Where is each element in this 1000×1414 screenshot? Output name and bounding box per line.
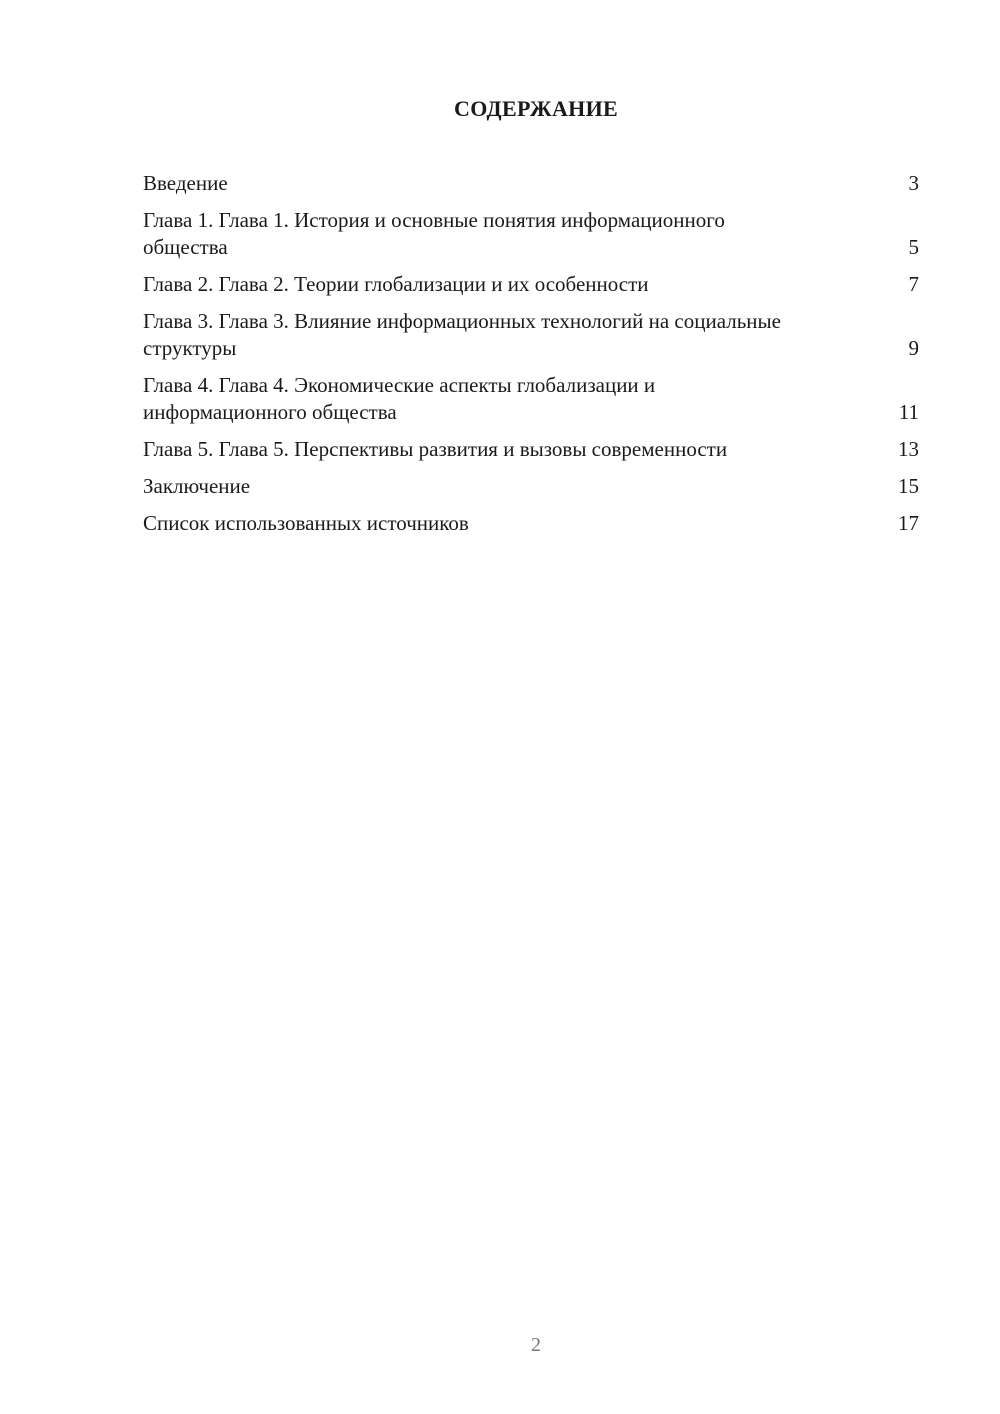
toc-entry-conclusion [143,473,919,500]
toc-entry-introduction [143,170,919,197]
toc-entry-text: Введение [143,171,228,195]
toc-entry-page: 13 [898,437,919,461]
toc-entry-text: Глава 2. Глава 2. Теории глобализации и их особенности [143,272,649,296]
toc-entry-text: Глава 3. Глава 3. Влияние информационных технологий на социальные структуры [143,309,781,360]
toc-entry-page: 7 [908,272,919,296]
toc-entry-page: 11 [898,400,919,424]
toc-entry-page: 17 [898,511,919,535]
toc-entry-text: Глава 1. Глава 1. История и основные понятия информационного общества [143,208,725,259]
toc-entry-page: 15 [898,474,919,498]
toc-entry-chapter-5 [143,436,919,463]
toc-entry-text: Список использованных источников [143,511,469,535]
toc-entry-chapter-4 [143,372,919,426]
toc-entry-text: Глава 5. Глава 5. Перспективы развития и вызовы современности [143,437,728,461]
toc-entry-page: 5 [908,235,919,259]
toc-entry-chapter-1 [143,207,919,261]
toc-entry-text: Глава 4. Глава 4. Экономические аспекты глобализации и информационного общества [143,373,656,424]
toc-entry-references [143,510,919,537]
toc-entry-page: 3 [908,171,919,195]
toc-entry-page: 9 [908,336,919,360]
toc-title: СОДЕРЖАНИЕ [454,96,618,121]
page-number: 2 [531,1334,541,1356]
toc-entry-text: Заключение [143,474,251,498]
toc-list [143,170,919,547]
toc-entry-chapter-2 [143,271,919,298]
toc-entry-chapter-3 [143,308,919,362]
